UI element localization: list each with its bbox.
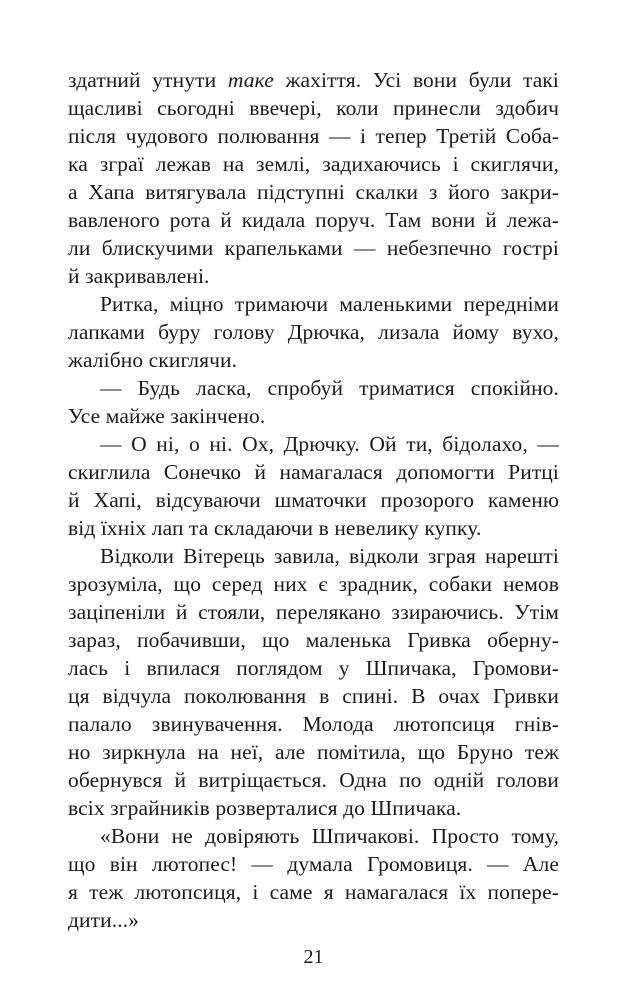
text-line	[68, 682, 559, 710]
text-line	[68, 878, 559, 906]
text-line	[68, 206, 559, 234]
paragraph	[68, 430, 559, 542]
paragraph	[68, 542, 559, 822]
text-segment: вавленого рота й кидала поруч. Там вони й лежа-	[68, 208, 559, 232]
text-segment: від їхніх лап та складаючи в невелику купку.	[68, 516, 482, 540]
text-segment: жахіття. Усі вони були такі	[273, 68, 559, 92]
text-line	[68, 654, 559, 682]
text-line	[68, 570, 559, 598]
text-line	[68, 346, 559, 374]
text-segment: Усе майже закінчено.	[68, 404, 266, 428]
paragraph	[68, 290, 559, 374]
text-segment: дити...»	[68, 908, 140, 932]
text-segment: Ритка, міцно тримаючи маленькими передніми	[100, 292, 559, 316]
text-line	[68, 542, 559, 570]
text-block	[68, 66, 559, 934]
text-segment: «Вони не довіряють Шпичакові. Просто тому,	[100, 824, 559, 848]
text-segment: скиглила Сонечко й намагалася допомогти Ритці	[68, 460, 559, 484]
page-number: 21	[303, 946, 324, 968]
text-line	[68, 66, 559, 94]
text-line	[68, 738, 559, 766]
text-segment: після чудового полювання — і тепер Третій Соба-	[68, 124, 559, 148]
text-segment: Відколи Вітерець завила, відколи зграя нарешті	[100, 544, 559, 568]
text-segment: ли блискучими крапельками — небезпечно гострі	[68, 236, 559, 260]
text-line	[68, 318, 559, 346]
text-line	[68, 794, 559, 822]
text-segment: й Хапі, відсуваючи шматочки прозорого каменю	[68, 488, 559, 512]
text-line	[68, 514, 559, 542]
text-line	[68, 374, 559, 402]
text-line	[68, 766, 559, 794]
text-segment: ця відчула поколювання в спині. В очах Гривки	[68, 684, 559, 708]
text-line	[68, 822, 559, 850]
text-segment: що він лютопес! — думала Громовиця. — Але	[68, 852, 559, 876]
text-segment: ка зграї лежав на землі, задихаючись і скиглячи,	[68, 152, 559, 176]
text-line	[68, 710, 559, 738]
text-segment: здатний утнути	[68, 68, 228, 92]
text-line	[68, 850, 559, 878]
text-line	[68, 906, 559, 934]
text-line	[68, 122, 559, 150]
paragraph	[68, 822, 559, 934]
text-segment: щасливі сьогодні ввечері, коли принесли здобич	[68, 96, 559, 120]
text-segment: палало звинувачення. Молода лютопсиця гнів-	[68, 712, 559, 736]
text-segment: й закривавлені.	[68, 264, 210, 288]
text-segment: лась і впилася поглядом у Шпичака, Громови-	[68, 656, 559, 680]
text-line	[68, 430, 559, 458]
text-segment: зрозуміла, що серед них є зрадник, собаки немов	[68, 572, 559, 596]
text-segment: но зиркнула на неї, але помітила, що Бруно теж	[68, 740, 559, 764]
text-segment: всіх зграйників розверталися до Шпичака.	[68, 796, 462, 820]
text-line	[68, 234, 559, 262]
text-line	[68, 626, 559, 654]
text-line	[68, 94, 559, 122]
text-line	[68, 262, 559, 290]
text-line	[68, 178, 559, 206]
text-line	[68, 598, 559, 626]
text-line	[68, 150, 559, 178]
text-line	[68, 290, 559, 318]
text-segment: лапками буру голову Дрючка, лизала йому вухо,	[68, 320, 559, 344]
text-segment: обернувся й витріщається. Одна по одній голови	[68, 768, 559, 792]
text-segment: заціпеніли й стояли, перелякано ззираючись. Утім	[68, 600, 559, 624]
text-line	[68, 402, 559, 430]
text-segment: жалібно скиглячи.	[68, 348, 238, 372]
text-line	[68, 486, 559, 514]
text-segment: а Хапа витягувала підступні скалки з його закри-	[68, 180, 559, 204]
text-line	[68, 458, 559, 486]
paragraph	[68, 374, 559, 430]
text-segment: — Будь ласка, спробуй триматися спокійно.	[100, 376, 559, 400]
text-segment: — О ні, о ні. Ох, Дрючку. Ой ти, бідолахо, —	[100, 432, 559, 456]
text-segment: я теж лютопсиця, і саме я намагалася їх попере-	[68, 880, 559, 904]
text-segment: зараз, побачивши, що маленька Гривка оберну-	[68, 628, 559, 652]
paragraph	[68, 66, 559, 290]
italic-text-segment: таке	[227, 68, 274, 92]
